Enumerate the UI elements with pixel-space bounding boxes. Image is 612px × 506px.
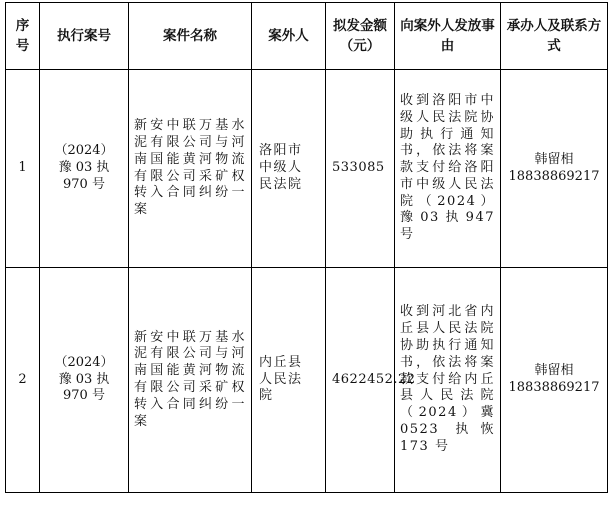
contact-phone: 18838869217 xyxy=(508,168,600,184)
row-case-name: 新安中联万基水泥有限公司与河南国能黄河物流有限公司采矿权转入合同纠纷一案 xyxy=(129,268,252,493)
header-case-name: 案件名称 xyxy=(129,3,252,70)
row-seq: 1 xyxy=(6,70,40,268)
row-case-number: （2024）豫 03 执 970 号 xyxy=(40,70,129,268)
row-case-number: （2024）豫 03 执 970 号 xyxy=(40,268,129,493)
header-contact: 承办人及联系方式 xyxy=(501,3,608,70)
notice-table xyxy=(5,2,608,493)
row-contact xyxy=(501,70,608,268)
row-case-name: 新安中联万基水泥有限公司与河南国能黄河物流有限公司采矿权转入合同纠纷一案 xyxy=(129,70,252,268)
row-amount: 533085 xyxy=(326,70,395,268)
header-amount: 拟发金额（元） xyxy=(326,3,395,70)
row-reason: 收到河北省内丘县人民法院协助执行通知书，依法将案款支付给内丘县人民法院（2024）冀 0523 执恢 173 号 xyxy=(395,268,501,493)
row-contact xyxy=(501,268,608,493)
contact-phone: 18838869217 xyxy=(508,380,600,395)
header-reason: 向案外人发放事由 xyxy=(395,3,501,70)
table-row xyxy=(6,268,608,493)
header-row xyxy=(6,3,608,70)
row-seq: 2 xyxy=(6,268,40,493)
row-outsider: 洛阳市中级人民法院 xyxy=(252,70,326,268)
header-outsider: 案外人 xyxy=(252,3,326,70)
row-amount: 4622452.22 xyxy=(326,268,395,493)
row-reason: 收到洛阳市中级人民法院协助执行通知书，依法将案款支付给洛阳市中级人民法院（2024）豫 03 执 947 号 xyxy=(395,70,501,268)
contact-name: 韩留相 xyxy=(534,151,574,167)
contact-name: 韩留相 xyxy=(534,363,574,379)
header-case-number: 执行案号 xyxy=(40,3,129,70)
header-seq: 序号 xyxy=(6,3,40,70)
table-row xyxy=(6,70,608,268)
row-outsider: 内丘县人民法院 xyxy=(252,268,326,493)
